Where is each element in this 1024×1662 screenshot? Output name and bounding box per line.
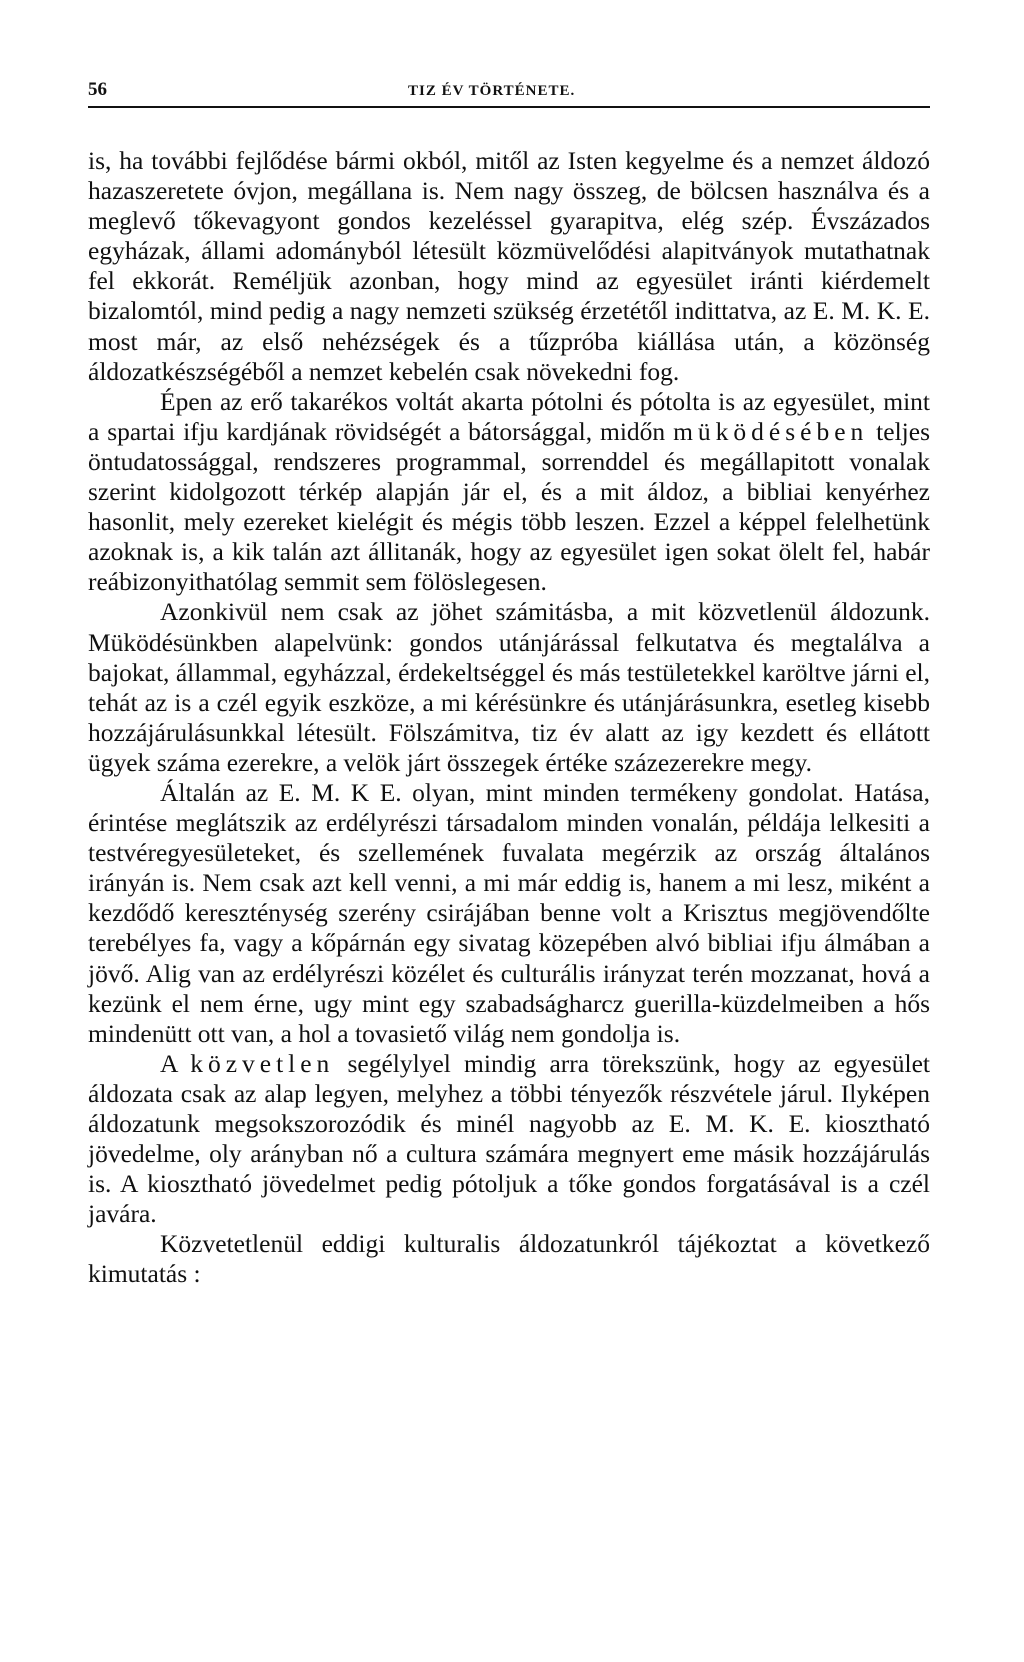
paragraph-2-text-start: Épen az erő takarékos voltát akarta pótolni és pótolta is az egyesület, mint a spartai ifju kardjának rövidségét a bátorsággal, midőn (88, 386, 930, 446)
body-text (88, 146, 930, 1290)
paragraph-5-text-start: A (160, 1048, 191, 1078)
paragraph-1: is, ha további fejlődése bármi okból, mitől az Isten kegyelme és a nemzet áldozó hazaszeretete óvjon, megállana is. Nem nagy összeg, de bölcsen használva és a meglevő tőkevagyont gondos kezeléssel gyarapitva, elég szép. Évszázados egyházak, állami adományból létesült közmüvelődési alapitványok mutathatnak fel ekkorát. Reméljük azonban, hogy mind az egyesület iránti kiérdemelt bizalomtól, mind pedig a nagy nemzeti szükség érzetétől indittatva, az E. M. K. E. most már, az első nehézségek és a tűzpróba kiállása után, a közönség áldozatkészségéből a nemzet kebelén csak növekedni fog. (88, 146, 930, 386)
running-head (88, 78, 930, 108)
paragraph-5-text-end: segélylyel mindig arra törekszünk, hogy az egyesület áldozata csak az alap legyen, melyhez a többi tényezők részvétele járul. Ilyképen áldozatunk megsokszorozódik és minél nagyobb az E. M. K. E. kiosztható jövedelme, oly arányban nő a cultura számára megnyert eme másik hozzájárulás is. A kiosztható jövedelmet pedig pótoljuk a tőke gondos forgatásával is a czél javára. (88, 1048, 930, 1229)
paragraph-2-spaced-word: müködésében (673, 416, 869, 446)
paragraph-6: Közvetetlenül eddigi kulturalis áldozatunkról tájékoztat a következő kimutatás : (88, 1229, 930, 1289)
running-title: TIZ ÉV TÖRTÉNETE. (408, 83, 576, 99)
paragraph-5 (88, 1049, 930, 1230)
paragraph-5-spaced-word: közvetlen (190, 1048, 335, 1078)
page-number: 56 (88, 79, 107, 100)
paragraph-2-text-end: teljes öntudatossággal, rendszeres programmal, sorrenddel és megállapitott vonalak szerint kidolgozott térkép alapján jár el, és a mit áldoz, a bibliai kenyérhez hasonlit, mely ezereket kielégit és mégis több leszen. Ezzel a képpel felelhetünk azoknak is, a kik talán azt állitanák, hogy az egyesület igen sokat ölelt fel, habár reábizonyithatólag semmit sem fölöslegesen. (88, 416, 930, 597)
book-page (88, 78, 930, 1290)
paragraph-4: Általán az E. M. K E. olyan, mint minden termékeny gondolat. Hatása, érintése meglátszik az erdélyrészi társadalom minden vonalán, példája lelkesiti a testvéregyesületeket, és szellemének fuvalata megérzik az ország általános irányán is. Nem csak azt kell venni, a mi már eddig is, hanem a mi lesz, miként a kezdődő kereszténység szerény csirájában benne volt a Krisztus megjövendőlte terebélyes fa, vagy a kőpárnán egy sivatag közepében alvó bibliai ifju álmában a jövő. Alig van az erdélyrészi közélet és culturális irányzat terén mozzanat, hová a kezünk el nem érne, ugy mint egy szabadságharcz guerilla-küzdelmeiben a hős mindenütt ott van, a hol a tovasiető világ nem gondolja is. (88, 777, 930, 1048)
paragraph-3: Azonkivül nem csak az jöhet számitásba, a mit közvetlenül áldozunk. Müködésünkben alapelvünk: gondos utánjárással felkutatva és megtalálva a bajokat, állammal, egyházzal, érdekeltséggel és más testületekkel karöltve járni el, tehát az is a czél egyik eszköze, a mi kérésünkre és utánjárásunkra, esetleg kisebb hozzájárulásunkkal létesült. Fölszámitva, tiz év alatt az igy kezdett és ellátott ügyek száma ezerekre, a velök járt összegek értéke százezerekre megy. (88, 597, 930, 777)
paragraph-2 (88, 387, 930, 598)
